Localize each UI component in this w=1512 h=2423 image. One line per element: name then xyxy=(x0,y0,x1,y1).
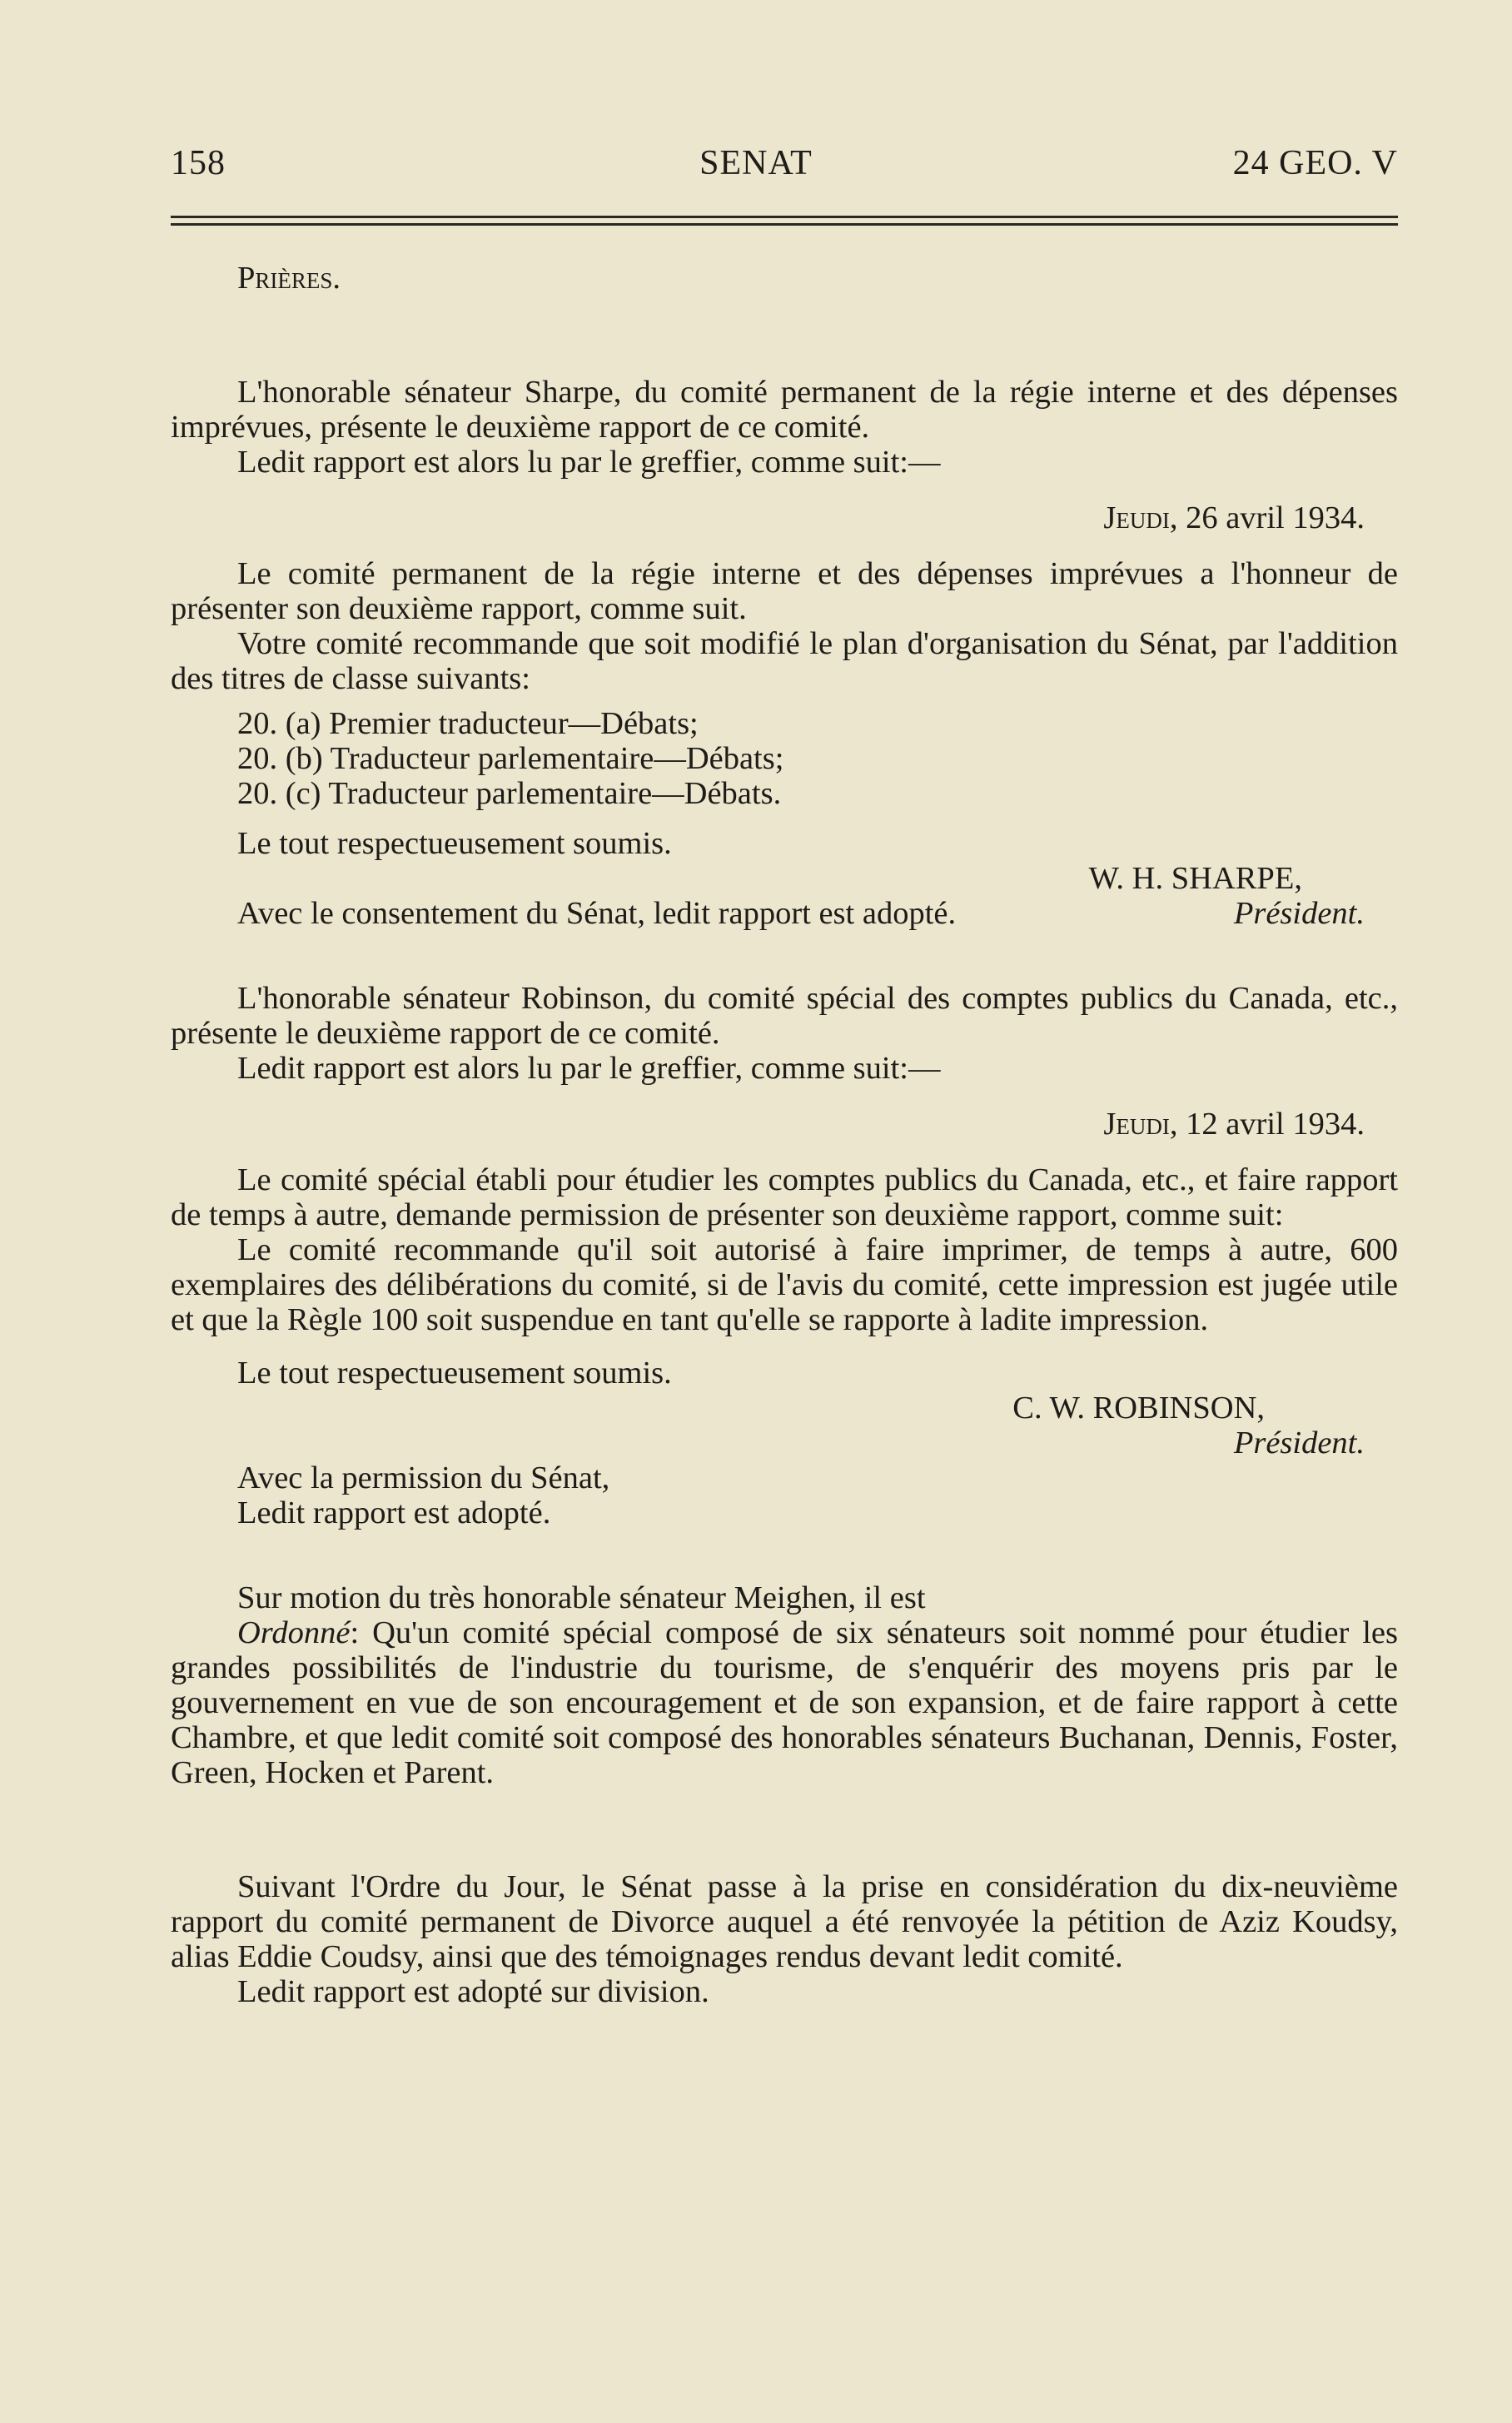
ordered-text: : Qu'un comité spécial composé de six sénateurs soit nommé pour étudier les grandes possibilités de l'industrie du tourisme, de s'enquérir des moyens pris par le gouvernement en vue de son encouragement et de son expansion, et de faire rapport à cette Chambre, et que ledit comité soit composé des honorables sénateurs Buchanan, Dennis, Foster, Green, Hocken et Parent. xyxy=(171,1615,1398,1790)
robinson-body-2: Le comité recommande qu'il soit autorisé à faire imprimer, de temps à autre, 600 exemplaires des délibérations du comité, si de l'avis du comité, cette impression est jugée utile et que la Règle 100 soit suspendue en tant qu'elle se rapporte à ladite impression. xyxy=(171,1232,1398,1337)
sharpe-body-1: Le comité permanent de la régie interne et des dépenses imprévues a l'honneur de présenter son deuxième rapport, comme suit. xyxy=(171,556,1398,626)
meighen-order xyxy=(171,1615,1398,1790)
robinson-date-day: Jeudi xyxy=(1103,1107,1170,1142)
page-number: 158 xyxy=(171,144,226,182)
robinson-signature: C. W. ROBINSON, xyxy=(1012,1391,1265,1425)
page-body xyxy=(171,261,1398,2009)
divorce-text: Suivant l'Ordre du Jour, le Sénat passe à la prise en considération du dix-neuvième rapport du comité permanent de Divorce auquel a été renvoyée la pétition de Aziz Koudsy, alias Eddie Coudsy, ainsi que des témoignages rendus devant ledit comité. xyxy=(171,1869,1398,1974)
sharpe-date-rest: , 26 avril 1934. xyxy=(1169,500,1365,535)
robinson-adopted-2: Ledit rapport est adopté. xyxy=(237,1495,551,1530)
sharpe-read: Ledit rapport est alors lu par le greffier, comme suit:— xyxy=(237,445,941,480)
sharpe-body-2: Votre comité recommande que soit modifié le plan d'organisation du Sénat, par l'addition des titres de classe suivants: xyxy=(171,626,1398,696)
robinson-date xyxy=(171,1107,1398,1142)
robinson-date-rest: , 12 avril 1934. xyxy=(1169,1107,1365,1142)
sharpe-item-c: 20. (c) Traducteur parlementaire—Débats. xyxy=(237,776,782,811)
sharpe-closing: Le tout respectueusement soumis. xyxy=(237,826,672,861)
divorce-adopted: Ledit rapport est adopté sur division. xyxy=(237,1974,709,2009)
regnal-year: 24 GEO. V xyxy=(1232,144,1398,182)
header-rule-top xyxy=(171,216,1398,218)
ordered-label: Ordonné xyxy=(237,1615,351,1650)
sharpe-item-b: 20. (b) Traducteur parlementaire—Débats; xyxy=(237,741,784,776)
sharpe-adopted: Avec le consentement du Sénat, ledit rapport est adopté. xyxy=(237,896,957,931)
header-rule-bottom xyxy=(171,223,1398,226)
robinson-read: Ledit rapport est alors lu par le greffier, comme suit:— xyxy=(237,1051,941,1086)
meighen-intro: Sur motion du très honorable sénateur Meighen, il est xyxy=(237,1580,926,1615)
sharpe-date xyxy=(171,500,1398,535)
sharpe-date-day: Jeudi xyxy=(1103,500,1170,535)
robinson-role: Président. xyxy=(1233,1425,1365,1460)
running-title: SENAT xyxy=(699,144,813,182)
robinson-body-1: Le comité spécial établi pour étudier les comptes publics du Canada, etc., et faire rapport de temps à autre, demande permission de présenter son deuxième rapport, comme suit: xyxy=(171,1162,1398,1232)
sharpe-intro: L'honorable sénateur Sharpe, du comité permanent de la régie interne et des dépenses imprévues, présente le deuxième rapport de ce comité. xyxy=(171,375,1398,445)
sharpe-signature: W. H. SHARPE, xyxy=(1088,861,1302,896)
prieres-heading: Prières. xyxy=(237,261,341,296)
robinson-closing: Le tout respectueusement soumis. xyxy=(237,1356,672,1391)
sharpe-item-a: 20. (a) Premier traducteur—Débats; xyxy=(237,706,699,741)
robinson-intro: L'honorable sénateur Robinson, du comité spécial des comptes publics du Canada, etc., présente le deuxième rapport de ce comité. xyxy=(171,981,1398,1051)
robinson-adopted-1: Avec la permission du Sénat, xyxy=(237,1460,610,1495)
sharpe-role: Président. xyxy=(1233,896,1365,931)
